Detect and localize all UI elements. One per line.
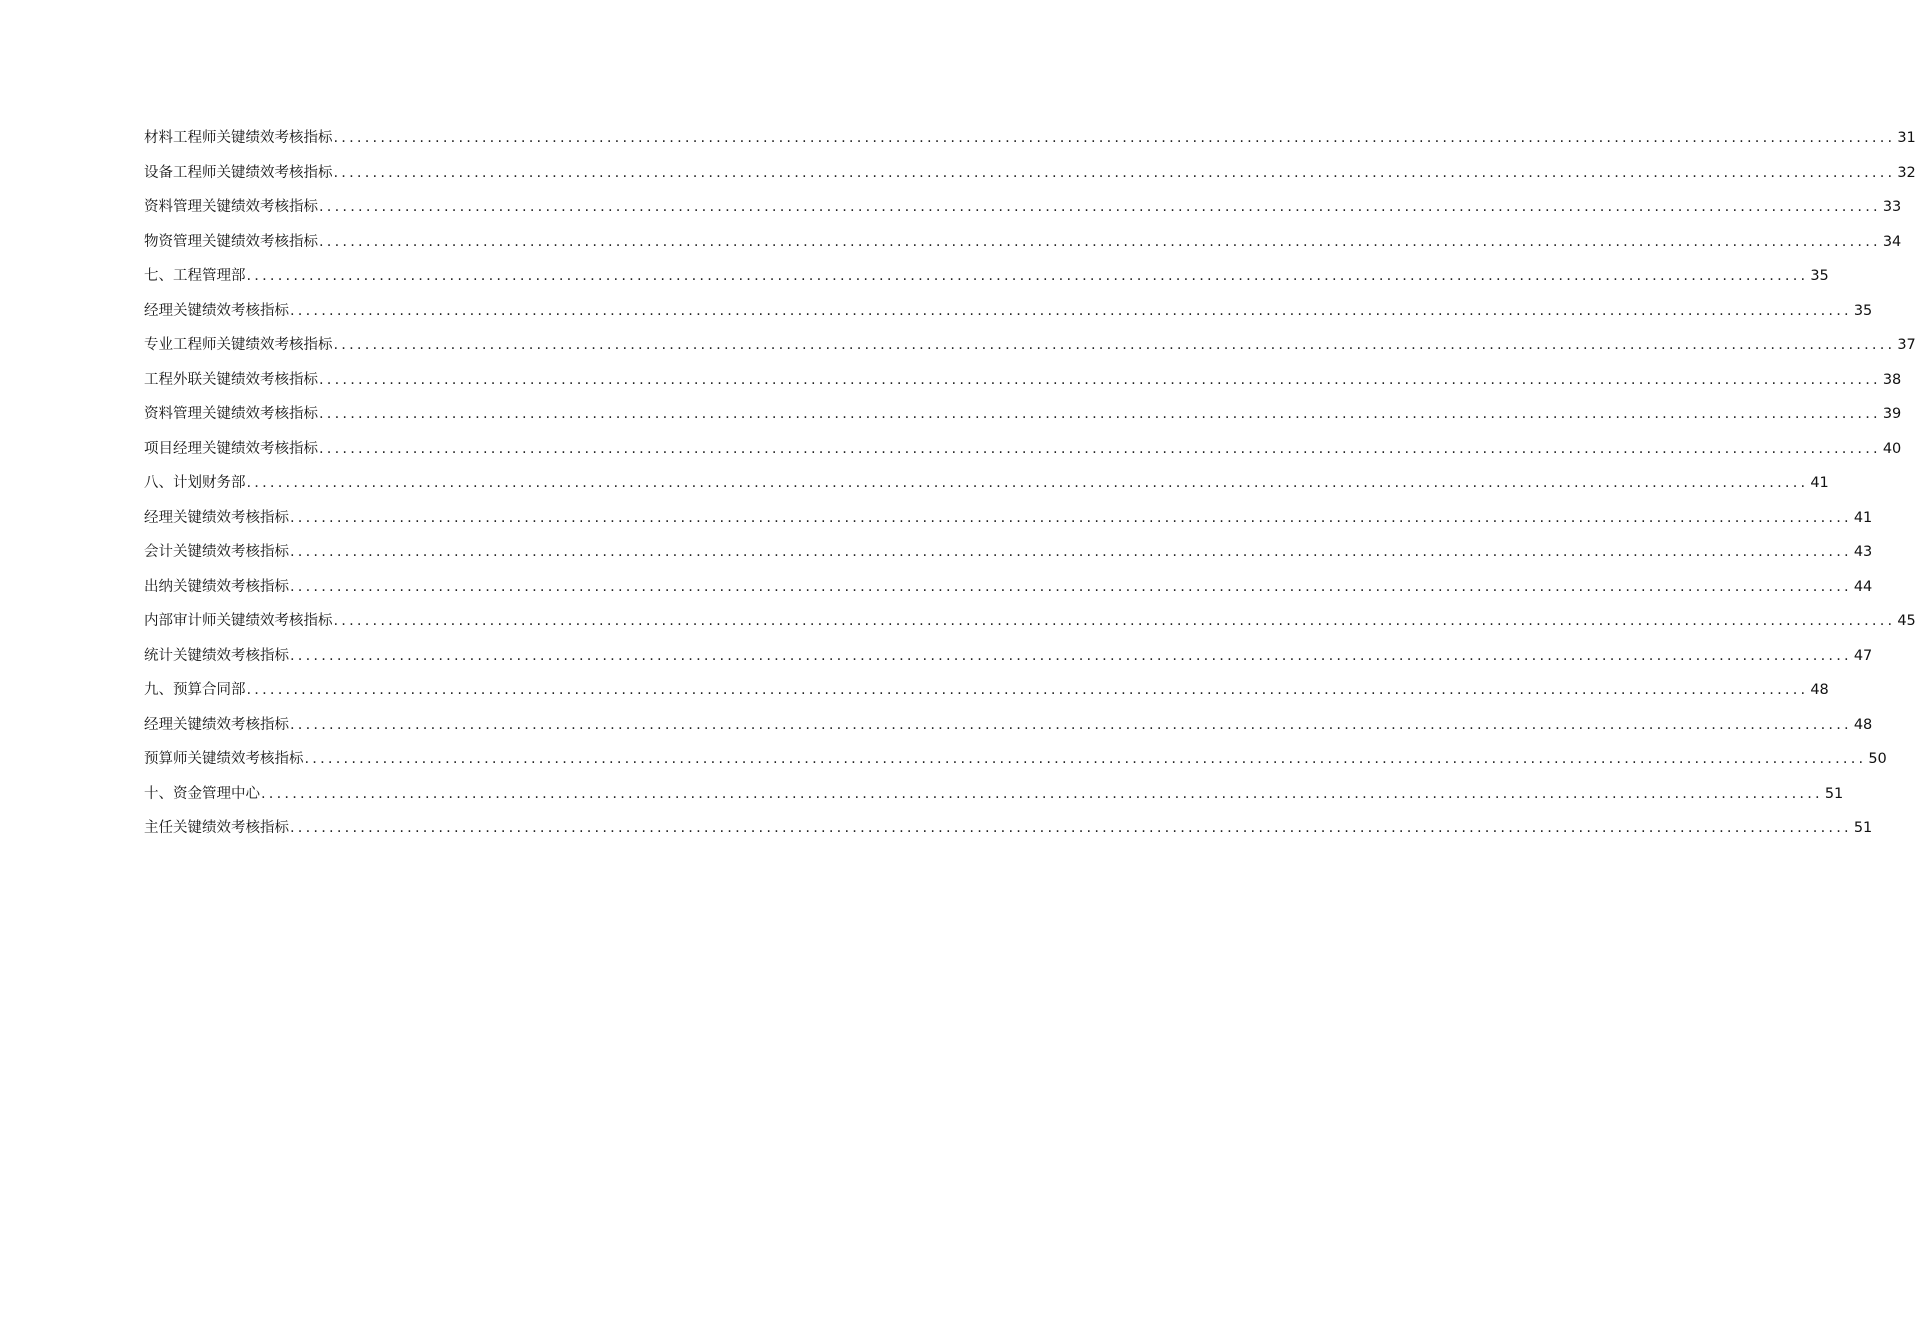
toc-page-number: 38 xyxy=(1882,371,1902,388)
toc-entry-title: 经理关键绩效考核指标 xyxy=(144,716,289,733)
toc-entry[interactable] xyxy=(144,121,1916,156)
toc-entry[interactable] xyxy=(144,397,1902,432)
toc-entry-title: 设备工程师关键绩效考核指标 xyxy=(144,164,333,181)
toc-entry[interactable] xyxy=(144,501,1873,536)
toc-page-number: 50 xyxy=(1868,751,1887,767)
toc-entry[interactable] xyxy=(144,432,1902,467)
toc-page-number: 41 xyxy=(1810,475,1829,491)
toc-page-number: 35 xyxy=(1853,302,1873,319)
toc-dot-leader: ........................................................................................................................................................................................................ xyxy=(290,302,1852,319)
toc-entry[interactable] xyxy=(144,156,1916,191)
toc-section-entry[interactable] xyxy=(144,673,1829,708)
toc-page-number: 51 xyxy=(1824,785,1844,802)
toc-section-entry[interactable] xyxy=(144,466,1829,501)
toc-entry[interactable] xyxy=(144,639,1873,674)
toc-dot-leader: ........................................................................................................................................................................................................ xyxy=(290,820,1852,836)
toc-entry[interactable] xyxy=(144,225,1902,260)
toc-entry-title: 专业工程师关键绩效考核指标 xyxy=(144,337,333,353)
toc-page-number: 45 xyxy=(1897,613,1916,629)
toc-entry-title: 资料管理关键绩效考核指标 xyxy=(144,406,318,422)
toc-dot-leader: ........................................................................................................................................................................................................ xyxy=(319,406,1881,422)
toc-section-title: 九、预算合同部 xyxy=(144,682,246,698)
toc-page-number: 32 xyxy=(1897,164,1916,181)
toc-entry-title: 工程外联关键绩效考核指标 xyxy=(144,371,318,388)
toc-entry[interactable] xyxy=(144,708,1873,743)
toc-dot-leader: ........................................................................................................................................................................................................ xyxy=(333,130,1896,146)
toc-dot-leader: ........................................................................................................................................................................................................ xyxy=(304,751,1867,767)
toc-entry-title: 出纳关键绩效考核指标 xyxy=(144,578,289,595)
toc-section-title: 七、工程管理部 xyxy=(144,268,246,284)
toc-dot-leader: ........................................................................................................................................................................................................ xyxy=(290,509,1852,526)
toc-entry-title: 材料工程师关键绩效考核指标 xyxy=(144,130,333,146)
toc-page-number: 43 xyxy=(1853,544,1873,560)
toc-entry-title: 物资管理关键绩效考核指标 xyxy=(144,233,318,250)
toc-dot-leader: ........................................................................................................................................................................................................ xyxy=(261,785,1823,802)
toc-dot-leader: ........................................................................................................................................................................................................ xyxy=(319,371,1881,388)
toc-dot-leader: ........................................................................................................................................................................................................ xyxy=(333,337,1896,353)
toc-section-entry[interactable] xyxy=(144,259,1829,294)
toc-dot-leader: ........................................................................................................................................................................................................ xyxy=(246,682,1809,698)
toc-dot-leader: ........................................................................................................................................................................................................ xyxy=(246,268,1809,284)
toc-dot-leader: ........................................................................................................................................................................................................ xyxy=(319,199,1881,215)
toc-entry[interactable] xyxy=(144,742,1887,777)
toc-page-number: 35 xyxy=(1810,268,1829,284)
toc-entry[interactable] xyxy=(144,811,1873,846)
toc-page-number: 37 xyxy=(1897,337,1916,353)
toc-entry-title: 项目经理关键绩效考核指标 xyxy=(144,440,318,457)
table-of-contents xyxy=(144,121,1916,846)
toc-entry-title: 统计关键绩效考核指标 xyxy=(144,647,289,664)
toc-entry-title: 内部审计师关键绩效考核指标 xyxy=(144,613,333,629)
toc-dot-leader: ........................................................................................................................................................................................................ xyxy=(290,647,1852,664)
toc-dot-leader: ........................................................................................................................................................................................................ xyxy=(333,164,1896,181)
toc-page-number: 33 xyxy=(1882,199,1902,215)
toc-page-number: 31 xyxy=(1897,130,1916,146)
toc-dot-leader: ........................................................................................................................................................................................................ xyxy=(333,613,1896,629)
toc-dot-leader: ........................................................................................................................................................................................................ xyxy=(290,544,1852,560)
toc-dot-leader: ........................................................................................................................................................................................................ xyxy=(246,475,1809,491)
toc-page-number: 39 xyxy=(1882,406,1902,422)
toc-page-number: 47 xyxy=(1853,647,1873,664)
toc-entry[interactable] xyxy=(144,535,1873,570)
toc-entry-title: 预算师关键绩效考核指标 xyxy=(144,751,304,767)
toc-dot-leader: ........................................................................................................................................................................................................ xyxy=(319,233,1881,250)
toc-entry[interactable] xyxy=(144,363,1902,398)
toc-entry[interactable] xyxy=(144,190,1902,225)
toc-page-number: 48 xyxy=(1853,716,1873,733)
toc-entry[interactable] xyxy=(144,294,1873,329)
toc-entry-title: 资料管理关键绩效考核指标 xyxy=(144,199,318,215)
toc-entry[interactable] xyxy=(144,570,1873,605)
toc-page-number: 41 xyxy=(1853,509,1873,526)
toc-page-number: 51 xyxy=(1853,820,1873,836)
toc-entry-title: 会计关键绩效考核指标 xyxy=(144,544,289,560)
toc-section-title: 十、资金管理中心 xyxy=(144,785,260,802)
toc-dot-leader: ........................................................................................................................................................................................................ xyxy=(290,716,1852,733)
toc-entry[interactable] xyxy=(144,604,1916,639)
toc-section-entry[interactable] xyxy=(144,777,1844,812)
toc-section-title: 八、计划财务部 xyxy=(144,475,246,491)
toc-dot-leader: ........................................................................................................................................................................................................ xyxy=(290,578,1852,595)
toc-page-number: 34 xyxy=(1882,233,1902,250)
toc-entry-title: 主任关键绩效考核指标 xyxy=(144,820,289,836)
toc-dot-leader: ........................................................................................................................................................................................................ xyxy=(319,440,1881,457)
toc-entry-title: 经理关键绩效考核指标 xyxy=(144,509,289,526)
toc-page-number: 40 xyxy=(1882,440,1902,457)
toc-entry-title: 经理关键绩效考核指标 xyxy=(144,302,289,319)
toc-entry[interactable] xyxy=(144,328,1916,363)
toc-page-number: 44 xyxy=(1853,578,1873,595)
toc-page-number: 48 xyxy=(1810,682,1829,698)
